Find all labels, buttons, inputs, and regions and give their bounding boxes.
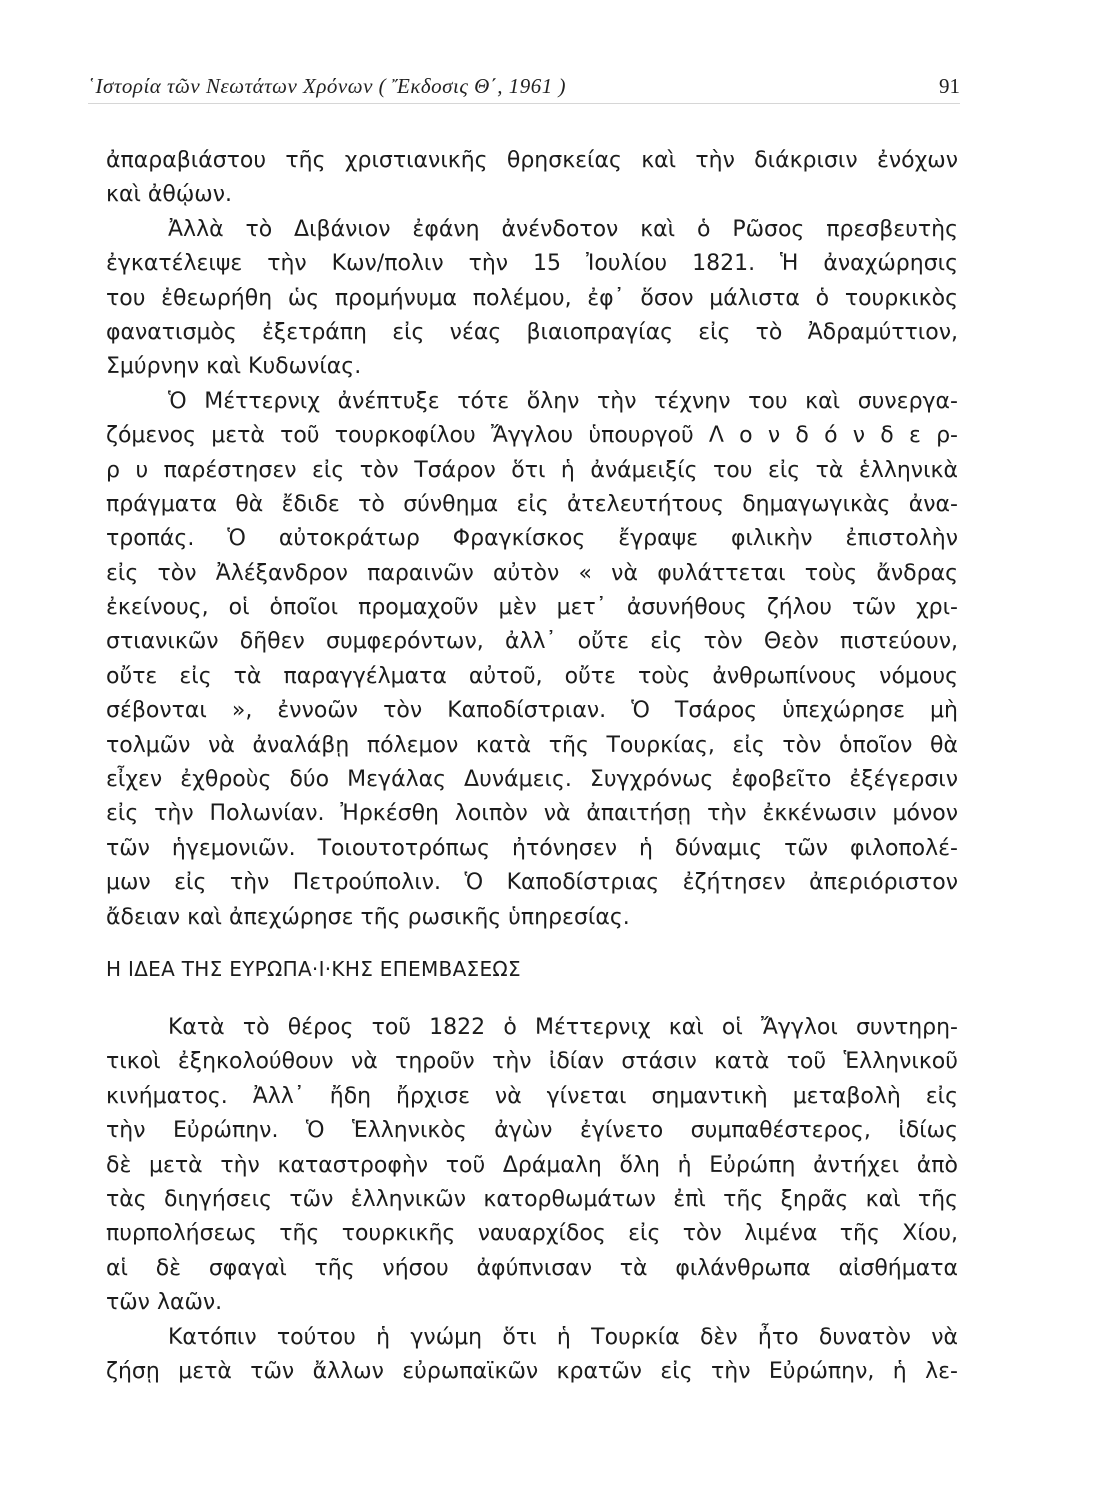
text-line: ἀπαραβιάστου τῆς χριστιανικῆς θρησκείας καὶ τὴν διάκρισιν ἐνόχων — [106, 148, 958, 173]
text-line: ἐκείνους, οἱ ὁποῖοι προμαχοῦν μὲν μετ᾽ ἀσυνήθους ζήλου τῶν χρι- — [106, 595, 958, 621]
paragraph-start-line: Ὁ Μέττερνιχ ἀνέπτυξε τότε ὅλην τὴν τέχνην του καὶ συνεργα- — [168, 388, 958, 414]
text-line: τροπάς. Ὁ αὐτοκράτωρ Φραγκίσκος ἔγραψε φιλικὴν ἐπιστολὴν — [106, 526, 958, 552]
text-line: αἱ δὲ σφαγαὶ τῆς νήσου ἀφύπνισαν τὰ φιλάνθρωπα αἰσθήματα — [106, 1255, 958, 1281]
text-line: ρ υ παρέστησεν εἰς τὸν Τσάρον ὅτι ἡ ἀνάμειξίς του εἰς τὰ ἑλληνικὰ — [106, 457, 958, 483]
text-line: τὰς διηγήσεις τῶν ἑλληνικῶν κατορθωμάτων ἐπὶ τῆς ξηρᾶς καὶ τῆς — [106, 1186, 958, 1212]
text-line: φανατισμὸς ἐξετράπη εἰς νέας βιαιοπραγίας εἰς τὸ Ἀδραμύττιον, — [106, 319, 958, 345]
text-line: μων εἰς τὴν Πετρούπολιν. Ὁ Καποδίστριας ἐζήτησεν ἀπεριόριστον — [106, 870, 958, 896]
text-line: οὔτε εἰς τὰ παραγγέλματα αὐτοῦ, οὔτε τοὺς ἀνθρωπίνους νόμους — [106, 663, 958, 689]
body-block-2 — [106, 1011, 958, 1389]
text-line: ἄδειαν καὶ ἀπεχώρησε τῆς ρωσικῆς ὑπηρεσίας. — [106, 904, 630, 930]
text-line: εἰς τὴν Πολωνίαν. Ἠρκέσθη λοιπὸν νὰ ἀπαιτήσῃ τὴν ἐκκένωσιν μόνον — [106, 801, 958, 827]
text-line: ζήσῃ μετὰ τῶν ἄλλων εὐρωπαϊκῶν κρατῶν εἰς τὴν Εὐρώπην, ἡ λε- — [106, 1358, 958, 1384]
text-line: σέβονται », ἐννοῶν τὸν Καποδίστριαν. Ὁ Τσάρος ὑπεχώρησε μὴ — [106, 698, 958, 724]
text-line: στιανικῶν δῆθεν συμφερόντων, ἀλλ᾽ οὔτε εἰς τὸν Θεὸν πιστεύουν, — [106, 629, 958, 655]
text-line: του ἐθεωρήθη ὡς προμήνυμα πολέμου, ἐφ᾽ ὅσον μάλιστα ὁ τουρκικὸς — [106, 285, 958, 311]
header-rule — [88, 103, 960, 104]
text-line: δὲ μετὰ τὴν καταστροφὴν τοῦ Δράμαλη ὅλη ἡ Εὐρώπη ἀντήχει ἀπὸ — [106, 1152, 958, 1178]
paragraph-start-line: Ἀλλὰ τὸ Διβάνιον ἐφάνη ἀνένδοτον καὶ ὁ Ρῶσος πρεσβευτὴς — [168, 216, 958, 242]
text-line: ἐγκατέλειψε τὴν Κων/πολιν τὴν 15 Ἰουλίου 1821. Ἡ ἀναχώρησις — [106, 251, 958, 277]
text-line: τῶν ἡγεμονιῶν. Τοιουτοτρόπως ἠτόνησεν ἡ δύναμις τῶν φιλοπολέ- — [106, 835, 958, 861]
running-title: ῾Ιστορία τῶν Νεωτάτων Χρόνων ( Ἔκδοσις Θ΄, 1961 ) — [88, 74, 567, 98]
section-heading: Η ΙΔΕΑ ΤΗΣ ΕΥΡΩΠΑ·Ι·ΚΗΣ ΕΠΕΜΒΑΣΕΩΣ — [106, 957, 521, 981]
text-line: τικοὶ ἐξηκολούθουν νὰ τηροῦν τὴν ἰδίαν στάσιν κατὰ τοῦ Ἑλληνικοῦ — [106, 1049, 958, 1075]
text-line: ζόμενος μετὰ τοῦ τουρκοφίλου Ἄγγλου ὑπουργοῦ Λ ο ν δ ό ν δ ε ρ- — [106, 423, 958, 449]
text-line: πράγματα θὰ ἔδιδε τὸ σύνθημα εἰς ἀτελευτήτους δημαγωγικὰς ἀνα- — [106, 491, 958, 517]
text-line: πυρπολήσεως τῆς τουρκικῆς ναυαρχίδος εἰς τὸν λιμένα τῆς Χίου, — [106, 1221, 958, 1247]
page-number: 91 — [939, 74, 960, 98]
text-line: τολμῶν νὰ ἀναλάβῃ πόλεμον κατὰ τῆς Τουρκίας, εἰς τὸν ὁποῖον θὰ — [106, 732, 958, 758]
text-line: καὶ ἀθῴων. — [106, 182, 232, 208]
paragraph-start-line: Κατὰ τὸ θέρος τοῦ 1822 ὁ Μέττερνιχ καὶ οἱ Ἄγγλοι συντηρη- — [168, 1015, 958, 1040]
text-line: κινήματος. Ἀλλ᾽ ἤδη ἤρχισε νὰ γίνεται σημαντικὴ μεταβολὴ εἰς — [106, 1083, 958, 1109]
text-line: εἰς τὸν Ἀλέξανδρον παραινῶν αὐτὸν « νὰ φυλάττεται τοὺς ἄνδρας — [106, 560, 958, 586]
paragraph-start-line: Κατόπιν τούτου ἡ γνώμη ὅτι ἡ Τουρκία δὲν ἦτο δυνατὸν νὰ — [168, 1324, 958, 1350]
running-header — [88, 70, 960, 104]
text-line: τῶν λαῶν. — [106, 1290, 223, 1316]
text-line: Σμύρνην καὶ Κυδωνίας. — [106, 354, 362, 380]
text-line: τὴν Εὐρώπην. Ὁ Ἑλληνικὸς ἀγὼν ἐγίνετο συμπαθέστερος, ἰδίως — [106, 1118, 958, 1144]
text-line: εἶχεν ἐχθροὺς δύο Μεγάλας Δυνάμεις. Συγχρόνως ἐφοβεῖτο ἐξέγερσιν — [106, 767, 958, 793]
body-block-1 — [106, 144, 958, 935]
